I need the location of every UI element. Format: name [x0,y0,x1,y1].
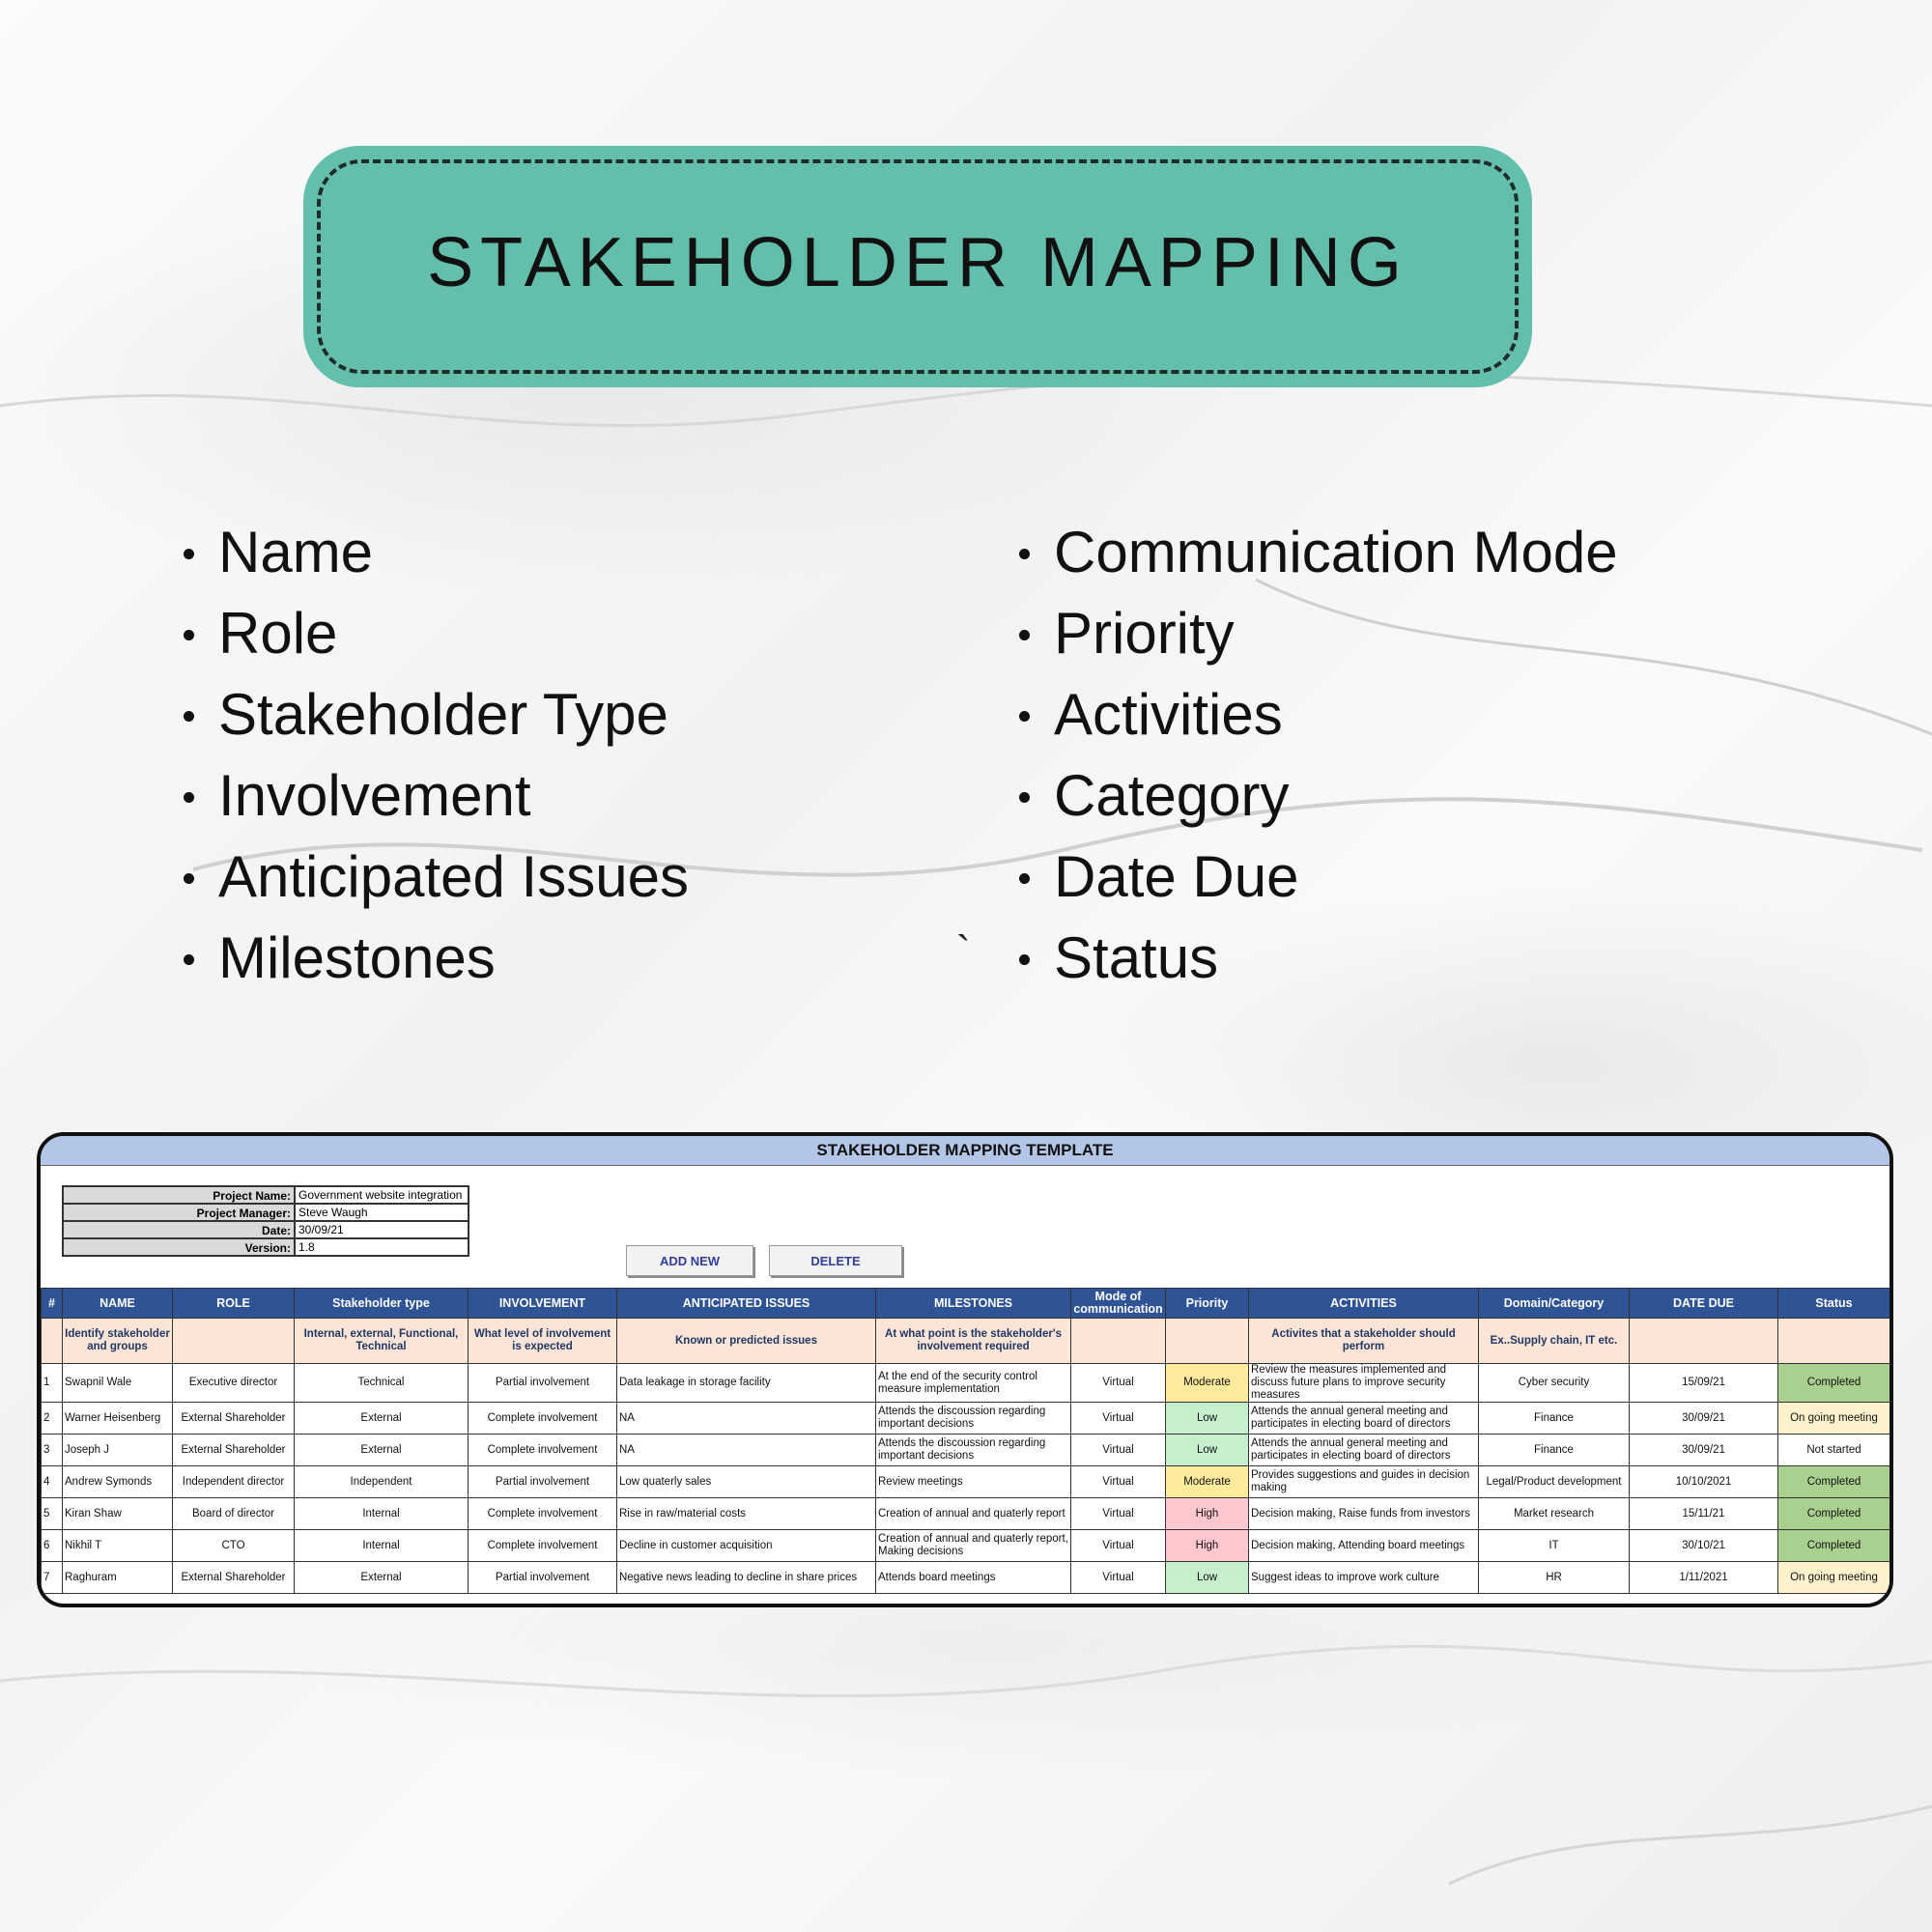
project-manager-row [64,1203,468,1220]
stakeholder-type-cell[interactable]: External [295,1435,469,1466]
page-title: STAKEHOLDER MAPPING [427,224,1408,301]
feature-item: Role [182,593,689,674]
table-row [42,1498,1890,1530]
involvement-cell[interactable]: Complete involvement [469,1498,617,1530]
priority-cell[interactable]: Low [1166,1403,1249,1435]
issues-cell[interactable]: Rise in raw/material costs [617,1498,876,1530]
priority-cell[interactable]: Moderate [1166,1466,1249,1498]
table-row [42,1562,1890,1594]
feature-item: Activities [1017,674,1618,755]
priority-cell[interactable]: Low [1166,1435,1249,1466]
category-cell[interactable]: Cyber security [1479,1364,1630,1403]
row-number[interactable]: 1 [42,1364,63,1403]
communication-mode-cell[interactable]: Virtual [1071,1435,1166,1466]
table-row [42,1435,1890,1466]
stakeholder-type-cell[interactable]: Technical [295,1364,469,1403]
involvement-cell[interactable]: Partial involvement [469,1466,617,1498]
project-info-area [41,1166,1889,1288]
project-manager-value[interactable]: Steve Waugh [294,1205,468,1220]
column-header[interactable]: Domain/Category [1479,1289,1630,1319]
column-header[interactable]: DATE DUE [1630,1289,1778,1319]
table-row [42,1530,1890,1562]
project-version-value[interactable]: 1.8 [294,1239,468,1255]
row-number[interactable]: 6 [42,1530,63,1562]
feature-item: Stakeholder Type [182,674,689,755]
column-header[interactable]: ACTIVITIES [1249,1289,1479,1319]
role-cell[interactable]: External Shareholder [173,1435,295,1466]
column-header[interactable]: MILESTONES [876,1289,1071,1319]
date-due-cell[interactable]: 30/10/21 [1630,1530,1778,1562]
feature-item: Category [1017,755,1618,837]
column-header[interactable]: Priority [1166,1289,1249,1319]
category-cell[interactable]: Finance [1479,1403,1630,1435]
communication-mode-cell[interactable]: Virtual [1071,1364,1166,1403]
involvement-cell[interactable]: Partial involvement [469,1364,617,1403]
issues-cell[interactable]: Decline in customer acquisition [617,1530,876,1562]
column-header[interactable]: Mode of communication [1071,1289,1166,1319]
feature-item: Involvement [182,755,689,837]
feature-item: Name [182,512,689,593]
milestones-cell[interactable]: Creation of annual and quaterly report [876,1498,1071,1530]
column-hint: Internal, external, Functional, Technical [295,1319,469,1364]
name-cell[interactable]: Joseph J [63,1435,173,1466]
spreadsheet-preview [37,1132,1893,1607]
project-date-label: Date: [261,1223,291,1237]
activities-cell[interactable]: Suggest ideas to improve work culture [1249,1562,1479,1594]
category-cell[interactable]: Market research [1479,1498,1630,1530]
activities-cell[interactable]: Provides suggestions and guides in decision making [1249,1466,1479,1498]
feature-list-right [1017,512,1618,999]
feature-list-left [182,512,689,999]
add-new-button[interactable]: ADD NEW [626,1245,753,1276]
row-number[interactable]: 2 [42,1403,63,1435]
status-cell[interactable]: Completed [1778,1364,1890,1403]
category-cell[interactable]: HR [1479,1562,1630,1594]
issues-cell[interactable]: Data leakage in storage facility [617,1364,876,1403]
column-header[interactable]: Status [1778,1289,1890,1319]
milestones-cell[interactable]: At the end of the security control measure implementation [876,1364,1071,1403]
role-cell[interactable]: Executive director [173,1364,295,1403]
priority-cell[interactable]: Moderate [1166,1364,1249,1403]
project-name-row [64,1187,468,1203]
row-number[interactable]: 3 [42,1435,63,1466]
column-hint: Identify stakeholder and groups [63,1319,173,1364]
row-number[interactable]: 5 [42,1498,63,1530]
column-hint: Activites that a stakeholder should perform [1249,1319,1479,1364]
project-name-value[interactable]: Government website integration [294,1187,468,1203]
feature-item: Communication Mode [1017,512,1618,593]
issues-cell[interactable]: Negative news leading to decline in share prices [617,1562,876,1594]
activities-cell[interactable]: Decision making, Attending board meetings [1249,1530,1479,1562]
name-cell[interactable]: Kiran Shaw [63,1498,173,1530]
category-cell[interactable]: IT [1479,1530,1630,1562]
date-due-cell[interactable]: 1/11/2021 [1630,1562,1778,1594]
feature-item: Priority [1017,593,1618,674]
column-header[interactable]: # [42,1289,63,1319]
issues-cell[interactable]: Low quaterly sales [617,1466,876,1498]
status-cell[interactable]: On going meeting [1778,1562,1890,1594]
sheet-title: STAKEHOLDER MAPPING TEMPLATE [41,1136,1889,1166]
status-cell[interactable]: Completed [1778,1498,1890,1530]
table-body [42,1364,1890,1594]
row-number[interactable]: 7 [42,1562,63,1594]
column-hint [173,1319,295,1364]
date-due-cell[interactable]: 10/10/2021 [1630,1466,1778,1498]
column-hint: What level of involvement is expected [469,1319,617,1364]
communication-mode-cell[interactable]: Virtual [1071,1498,1166,1530]
involvement-cell[interactable]: Partial involvement [469,1562,617,1594]
date-due-cell[interactable]: 30/09/21 [1630,1435,1778,1466]
title-banner [303,146,1532,387]
column-header[interactable]: NAME [63,1289,173,1319]
stakeholder-type-cell[interactable]: Independent [295,1466,469,1498]
activities-cell[interactable]: Review the measures implemented and discuss future plans to improve security measures [1249,1364,1479,1403]
activities-cell[interactable]: Attends the annual general meeting and participates in electing board of directors [1249,1403,1479,1435]
stakeholder-type-cell[interactable]: Internal [295,1530,469,1562]
column-hint: Ex..Supply chain, IT etc. [1479,1319,1630,1364]
column-hint: Known or predicted issues [617,1319,876,1364]
milestones-cell[interactable]: Attends board meetings [876,1562,1071,1594]
involvement-cell[interactable]: Complete involvement [469,1530,617,1562]
subheader-row [42,1319,1890,1364]
communication-mode-cell[interactable]: Virtual [1071,1562,1166,1594]
project-date-value[interactable]: 30/09/21 [294,1222,468,1237]
priority-cell[interactable]: Low [1166,1562,1249,1594]
column-hint [1071,1319,1166,1364]
milestones-cell[interactable]: Attends the discoussion regarding important decisions [876,1435,1071,1466]
column-hint: At what point is the stakeholder's involvement required [876,1319,1071,1364]
table-row [42,1403,1890,1435]
stakeholder-table [41,1288,1890,1594]
milestones-cell[interactable]: Review meetings [876,1466,1071,1498]
milestones-cell[interactable]: Attends the discoussion regarding important decisions [876,1403,1071,1435]
status-cell[interactable]: Completed [1778,1466,1890,1498]
communication-mode-cell[interactable]: Virtual [1071,1403,1166,1435]
table-row [42,1364,1890,1403]
row-number[interactable]: 4 [42,1466,63,1498]
activities-cell[interactable]: Decision making, Raise funds from investors [1249,1498,1479,1530]
stakeholder-type-cell[interactable]: Internal [295,1498,469,1530]
project-date-row [64,1220,468,1237]
role-cell[interactable]: Board of director [173,1498,295,1530]
involvement-cell[interactable]: Complete involvement [469,1403,617,1435]
column-header[interactable]: ANTICIPATED ISSUES [617,1289,876,1319]
column-hint [1166,1319,1249,1364]
header-row [42,1289,1890,1319]
project-name-label: Project Name: [213,1188,291,1203]
status-cell[interactable]: Completed [1778,1530,1890,1562]
stakeholder-type-cell[interactable]: External [295,1403,469,1435]
column-header[interactable]: ROLE [173,1289,295,1319]
column-hint [42,1319,63,1364]
role-cell[interactable]: CTO [173,1530,295,1562]
date-due-cell[interactable]: 15/11/21 [1630,1498,1778,1530]
priority-cell[interactable]: High [1166,1530,1249,1562]
involvement-cell[interactable]: Complete involvement [469,1435,617,1466]
issues-cell[interactable]: NA [617,1403,876,1435]
activities-cell[interactable]: Attends the annual general meeting and participates in electing board of directors [1249,1435,1479,1466]
feature-item: Date Due [1017,837,1618,918]
date-due-cell[interactable]: 30/09/21 [1630,1403,1778,1435]
category-cell[interactable]: Finance [1479,1435,1630,1466]
category-cell[interactable]: Legal/Product development [1479,1466,1630,1498]
name-cell[interactable]: Nikhil T [63,1530,173,1562]
role-cell[interactable]: External Shareholder [173,1403,295,1435]
delete-button[interactable]: DELETE [769,1245,902,1276]
status-cell[interactable]: Not started [1778,1435,1890,1466]
role-cell[interactable]: External Shareholder [173,1562,295,1594]
column-header[interactable]: Stakeholder type [295,1289,469,1319]
name-cell[interactable]: Warner Heisenberg [63,1403,173,1435]
name-cell[interactable]: Raghuram [63,1562,173,1594]
communication-mode-cell[interactable]: Virtual [1071,1530,1166,1562]
project-manager-label: Project Manager: [196,1206,291,1220]
project-info-box [62,1185,469,1257]
column-header[interactable]: INVOLVEMENT [469,1289,617,1319]
feature-item: Status [1017,918,1618,999]
milestones-cell[interactable]: Creation of annual and quaterly report, Making decisions [876,1530,1071,1562]
name-cell[interactable]: Swapnil Wale [63,1364,173,1403]
issues-cell[interactable]: NA [617,1435,876,1466]
date-due-cell[interactable]: 15/09/21 [1630,1364,1778,1403]
column-hint [1778,1319,1890,1364]
role-cell[interactable]: Independent director [173,1466,295,1498]
project-version-row [64,1237,468,1255]
priority-cell[interactable]: High [1166,1498,1249,1530]
stakeholder-type-cell[interactable]: External [295,1562,469,1594]
feature-item: Milestones [182,918,689,999]
communication-mode-cell[interactable]: Virtual [1071,1466,1166,1498]
name-cell[interactable]: Andrew Symonds [63,1466,173,1498]
table-row [42,1466,1890,1498]
stray-mark: ` [956,927,971,975]
column-hint [1630,1319,1778,1364]
project-version-label: Version: [244,1240,291,1255]
status-cell[interactable]: On going meeting [1778,1403,1890,1435]
feature-item: Anticipated Issues [182,837,689,918]
